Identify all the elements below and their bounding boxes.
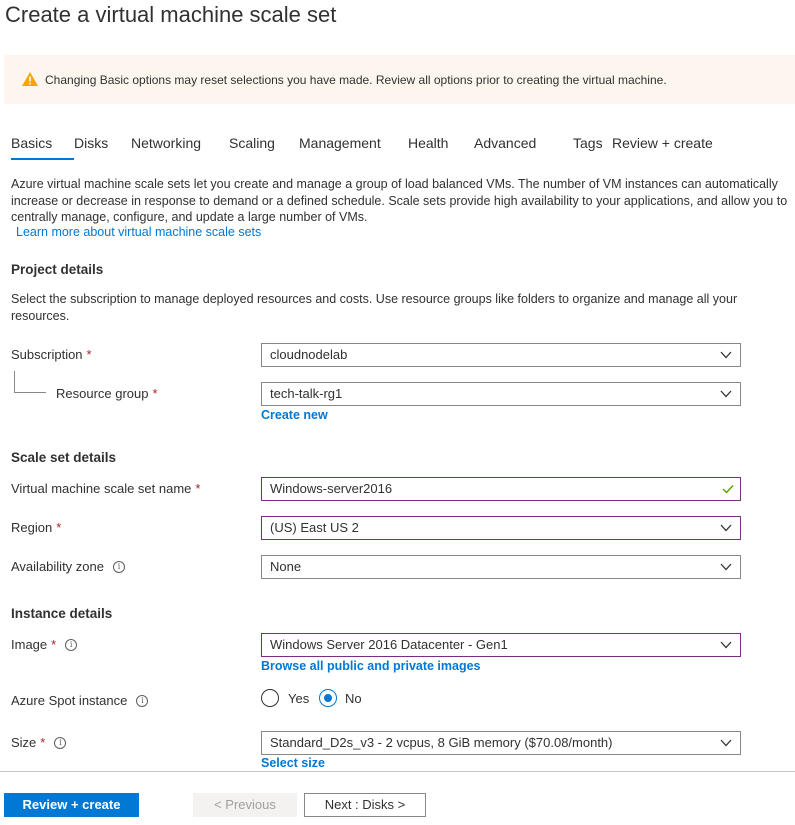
create-new-resource-group-link[interactable]: Create new [261, 408, 328, 422]
chevron-down-icon [720, 351, 732, 359]
footer-divider [0, 771, 795, 772]
project-details-heading: Project details [11, 262, 104, 277]
chevron-down-icon [720, 563, 732, 571]
azure-spot-label-text: Azure Spot instance [11, 693, 128, 708]
resource-group-value: tech-talk-rg1 [270, 386, 343, 401]
required-mark: * [86, 347, 92, 362]
instance-details-heading: Instance details [11, 606, 113, 621]
tab-tags[interactable]: Tags [573, 135, 603, 151]
subscription-value: cloudnodelab [270, 347, 348, 362]
tab-basics[interactable]: Basics [11, 135, 74, 159]
tab-disks[interactable]: Disks [74, 135, 109, 151]
learn-more-link[interactable]: Learn more about virtual machine scale sets [16, 225, 262, 239]
required-mark: * [195, 481, 201, 496]
azure-spot-radio-group [261, 689, 381, 709]
subscription-label-text: Subscription [11, 347, 83, 362]
info-icon[interactable]: i [113, 561, 125, 573]
scale-set-name-label-text: Virtual machine scale set name [11, 481, 192, 496]
availability-zone-label-text: Availability zone [11, 559, 104, 574]
tab-review-create[interactable]: Review + create [612, 135, 713, 151]
required-mark: * [56, 520, 62, 535]
spot-no-radio[interactable] [319, 689, 337, 707]
availability-zone-dropdown[interactable] [261, 555, 741, 579]
info-icon[interactable]: i [65, 639, 77, 651]
size-label-text: Size [11, 735, 37, 750]
browse-images-link[interactable]: Browse all public and private images [261, 659, 481, 673]
tab-management[interactable]: Management [299, 135, 381, 151]
warning-banner [4, 55, 795, 104]
scale-set-name-value: Windows-server2016 [270, 481, 393, 496]
required-mark: * [51, 637, 57, 652]
project-details-description: Select the subscription to manage deployed resources and costs. Use resource groups like folders to organize and manage all your resources. [11, 292, 738, 323]
tab-scaling[interactable]: Scaling [229, 135, 275, 151]
spot-yes-label: Yes [288, 691, 310, 706]
tab-networking[interactable]: Networking [131, 135, 202, 151]
checkmark-icon [722, 484, 734, 494]
size-value: Standard_D2s_v3 - 2 vcpus, 8 GiB memory ($70.08/month) [270, 735, 613, 750]
availability-zone-value: None [270, 559, 302, 574]
subscription-dropdown[interactable] [261, 343, 741, 367]
warning-icon [22, 72, 38, 86]
azure-spot-label [11, 693, 148, 708]
resource-group-label-text: Resource group [56, 386, 149, 401]
tab-bar [11, 135, 713, 159]
tree-connector [14, 371, 46, 393]
subscription-label [11, 347, 92, 362]
region-value: (US) East US 2 [270, 520, 359, 535]
intro-description: Azure virtual machine scale sets let you create and manage a group of load balanced VMs. The number of VM instances can automatically increase or decrease in response to demand or a defined schedule. Scale sets provide high availability to your applications, and allow you to centrally manage, configure, and update a large number of VMs. [11, 177, 788, 224]
info-icon[interactable]: i [54, 737, 66, 749]
region-label [11, 520, 61, 535]
tab-health[interactable]: Health [408, 135, 449, 151]
resource-group-dropdown[interactable] [261, 382, 741, 406]
image-value: Windows Server 2016 Datacenter - Gen1 [270, 637, 508, 652]
image-label [11, 637, 77, 652]
warning-text: Changing Basic options may reset selections you have made. Review all options prior to creating the virtual machine. [45, 73, 667, 87]
required-mark: * [152, 386, 158, 401]
scale-set-details-heading: Scale set details [11, 450, 117, 465]
image-dropdown[interactable] [261, 633, 741, 657]
tab-advanced[interactable]: Advanced [474, 135, 537, 151]
size-label [11, 735, 66, 750]
chevron-down-icon [720, 524, 732, 532]
spot-yes-radio[interactable] [261, 689, 279, 707]
required-mark: * [40, 735, 46, 750]
review-create-button[interactable]: Review + create [4, 793, 139, 817]
previous-button[interactable]: < Previous [193, 793, 297, 817]
region-label-text: Region [11, 520, 53, 535]
select-size-link[interactable]: Select size [261, 756, 325, 770]
availability-zone-label [11, 559, 125, 574]
info-icon[interactable]: i [136, 695, 148, 707]
image-label-text: Image [11, 637, 48, 652]
chevron-down-icon [720, 739, 732, 747]
next-disks-button[interactable]: Next : Disks > [304, 793, 426, 817]
chevron-down-icon [720, 390, 732, 398]
region-dropdown[interactable] [261, 516, 741, 540]
spot-no-label: No [345, 691, 362, 706]
scale-set-name-input[interactable] [261, 477, 741, 501]
chevron-down-icon [720, 641, 732, 649]
resource-group-label [56, 386, 158, 401]
scale-set-name-label [11, 481, 200, 496]
size-dropdown[interactable] [261, 731, 741, 755]
page-title: Create a virtual machine scale set [5, 2, 337, 27]
